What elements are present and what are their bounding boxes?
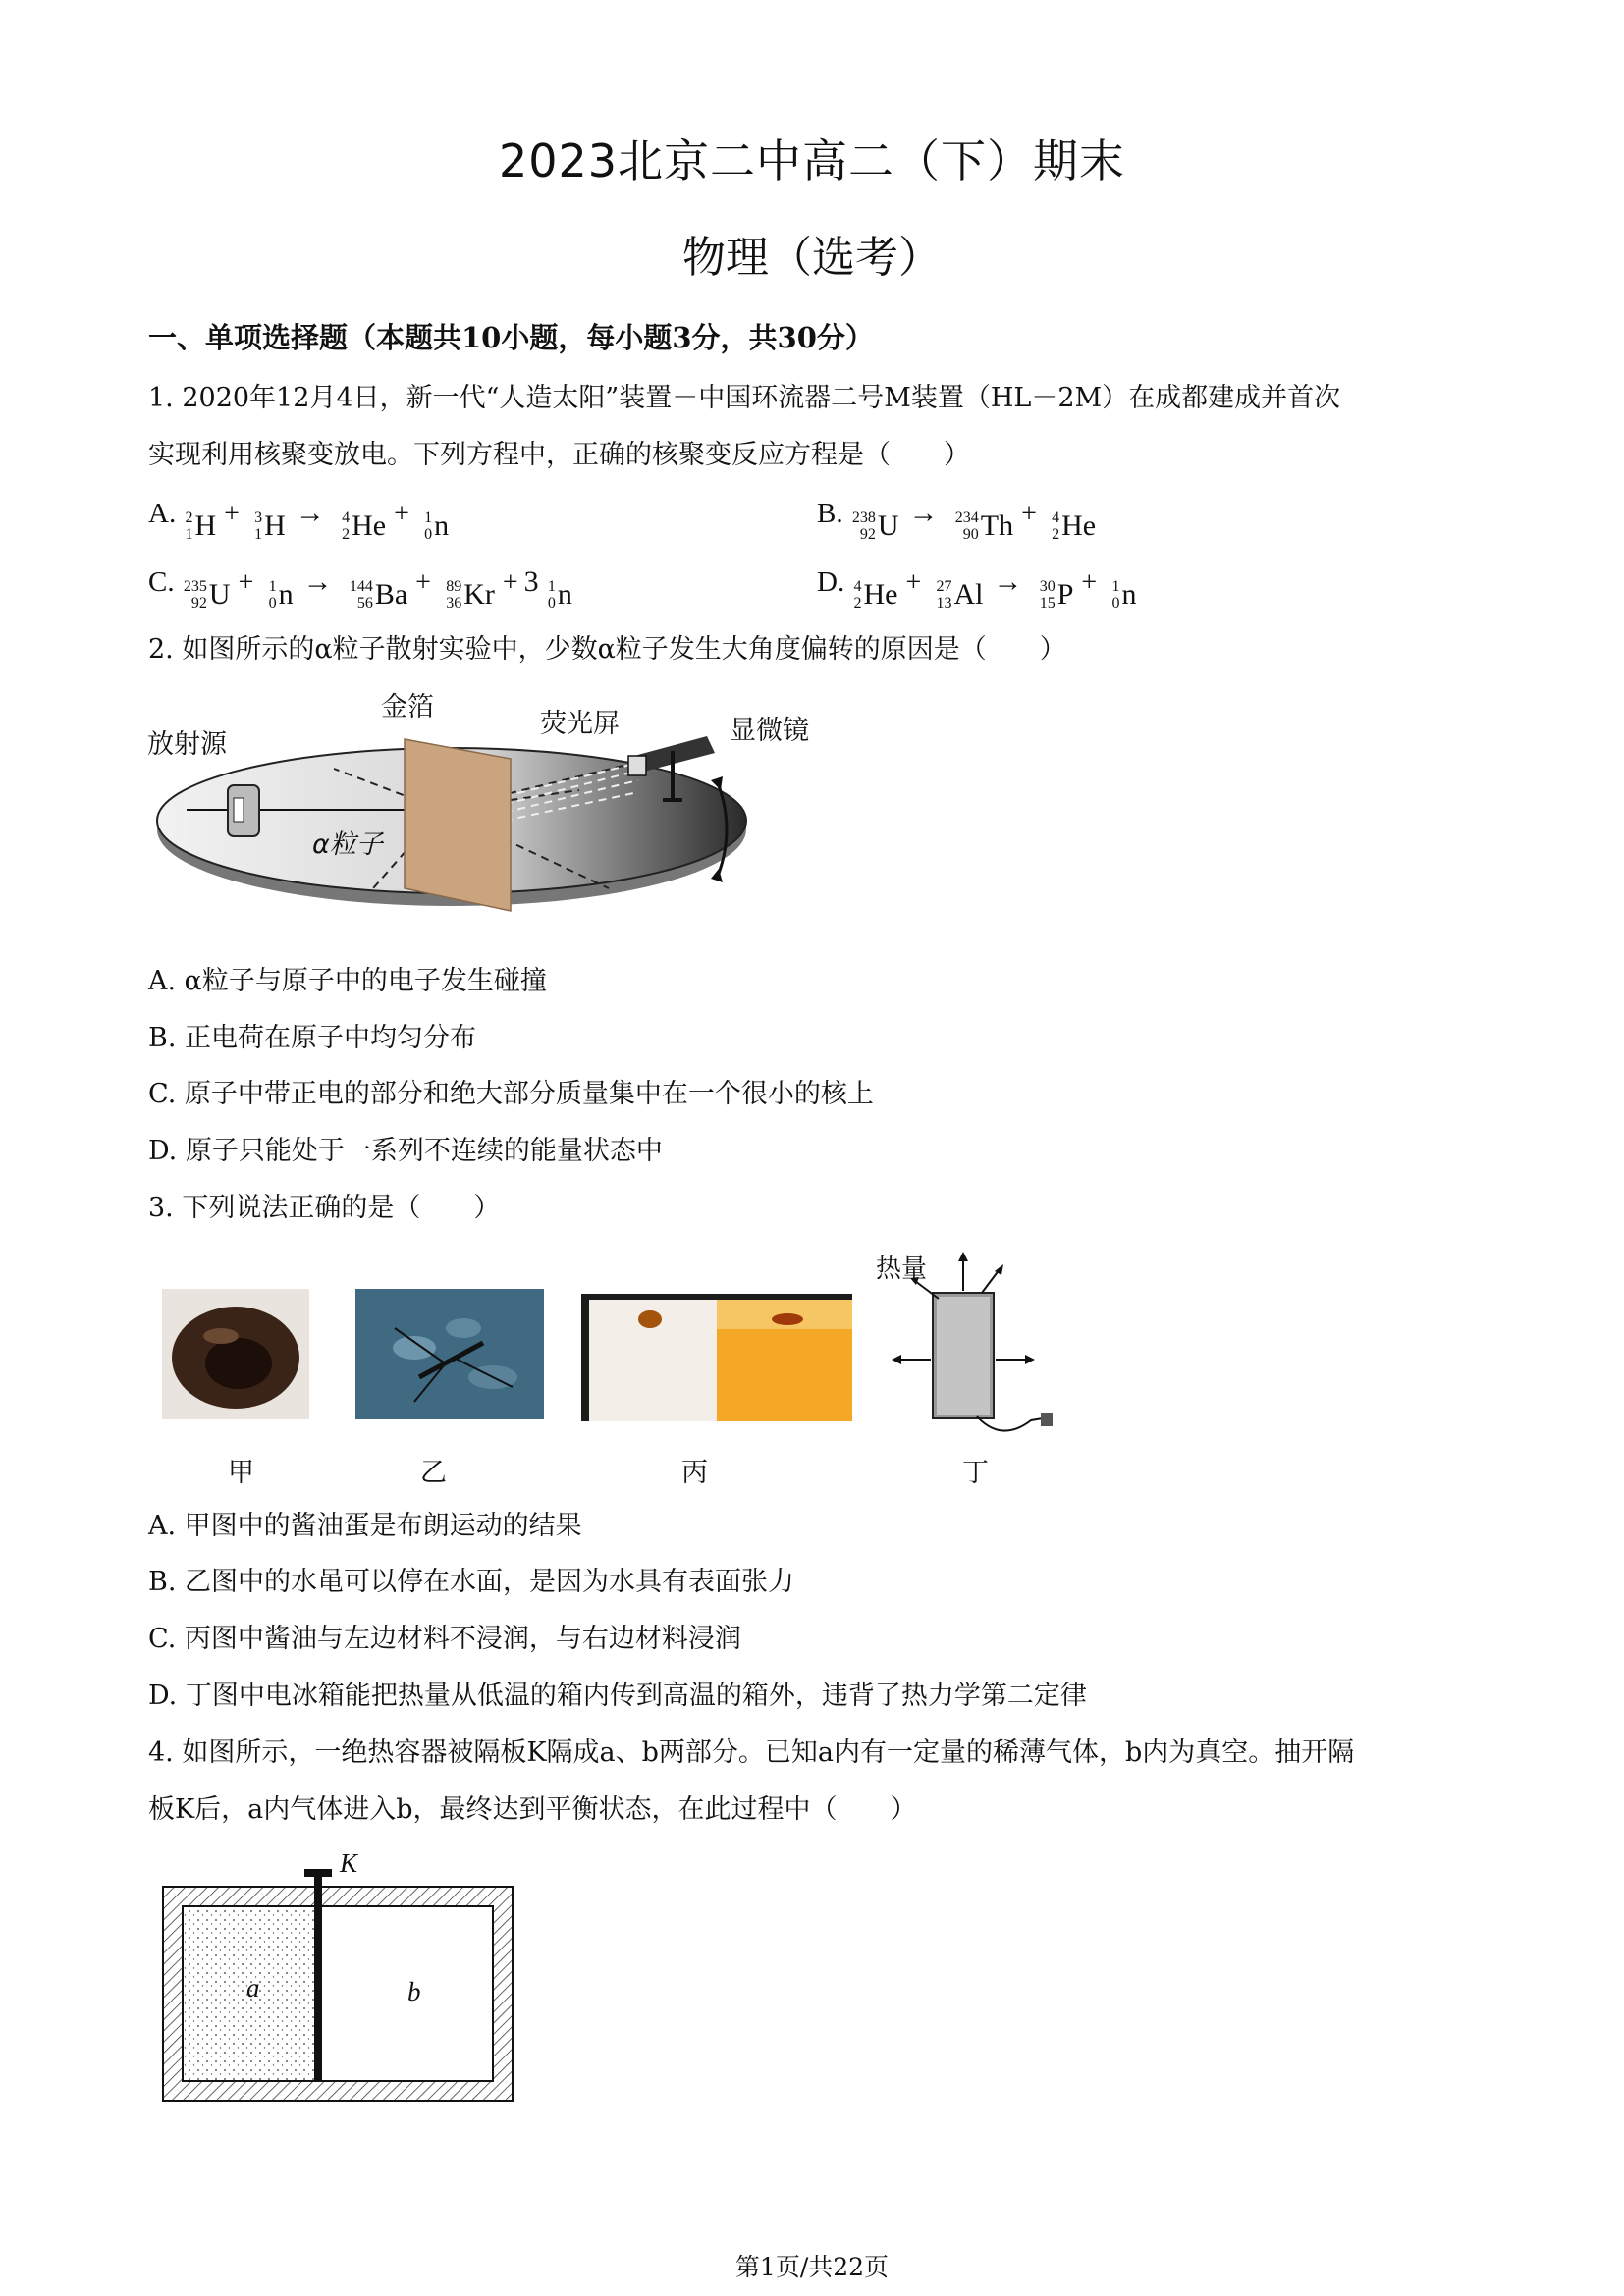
q3-option-a: A. 甲图中的酱油蛋是布朗运动的结果 xyxy=(148,1511,582,1541)
page-footer: 第1页/共22页 xyxy=(734,2253,890,2281)
caption-yi: 乙 xyxy=(420,1458,447,1488)
caption-jia: 甲 xyxy=(228,1458,254,1488)
photo-soy-drops xyxy=(581,1294,852,1421)
photo-water-strider xyxy=(355,1289,544,1419)
label-screen: 荧光屏 xyxy=(540,709,620,739)
label-a: a xyxy=(246,1973,260,2002)
q4-stem-line1: 4. 如图所示，一绝热容器被隔板K隔成a、b两部分。已知a内有一定量的稀薄气体，b内为真空。抽开隔 xyxy=(148,1737,1355,1768)
q1-option-d: D. 4 2 He + 27 13 Al → 30 15 P + 1 0 n xyxy=(817,565,1137,612)
q3-option-b: B. 乙图中的水黾可以停在水面，是因为水具有表面张力 xyxy=(148,1567,795,1597)
q1-stem-line2: 实现利用核聚变放电。下列方程中，正确的核聚变反应方程是（ ） xyxy=(148,440,970,470)
q1-stem-line1: 1. 2020年12月4日，新一代“人造太阳”装置－中国环流器二号M装置（HL－2M）在成都建成并首次 xyxy=(148,383,1341,413)
photo-soy-egg xyxy=(162,1289,309,1419)
q4-stem-line2: 板K后，a内气体进入b，最终达到平衡状态，在此过程中（ ） xyxy=(148,1794,917,1825)
label-microscope: 显微镜 xyxy=(730,716,809,746)
alpha-scattering-figure xyxy=(147,682,756,923)
page-subtitle: 物理（选考） xyxy=(682,233,942,283)
option-label: C. xyxy=(148,566,175,598)
q2-option-c: C. 原子中带正电的部分和绝大部分质量集中在一个很小的核上 xyxy=(148,1079,874,1109)
insulated-container-figure xyxy=(161,1855,516,2103)
q3-option-d: D. 丁图中电冰箱能把热量从低温的箱内传到高温的箱外，违背了热力学第二定律 xyxy=(148,1681,1087,1711)
label-b: b xyxy=(407,1977,421,2006)
q3-option-c: C. 丙图中酱油与左边材料不浸润，与右边材料浸润 xyxy=(148,1624,741,1654)
label-alpha: α粒子 xyxy=(312,829,383,860)
caption-bing: 丙 xyxy=(681,1458,708,1488)
q1-option-c: C. 235 92 U + 1 0 n → 144 56 Ba + 89 36 Kr + 3 1 0 n xyxy=(148,565,572,612)
label-heat: 热量 xyxy=(876,1255,928,1284)
option-label: B. xyxy=(817,498,843,529)
label-foil: 金箔 xyxy=(381,692,434,722)
label-source: 放射源 xyxy=(147,729,227,760)
section-heading: 一、单项选择题（本题共10小题，每小题3分，共30分） xyxy=(148,321,874,354)
gold-foil xyxy=(405,739,511,911)
q2-option-d: D. 原子只能处于一系列不连续的能量状态中 xyxy=(148,1136,663,1166)
q2-option-a: A. α粒子与原子中的电子发生碰撞 xyxy=(148,966,547,996)
option-label: A. xyxy=(148,498,177,529)
option-label: D. xyxy=(817,566,845,598)
q2-stem: 2. 如图所示的α粒子散射实验中，少数α粒子发生大角度偏转的原因是（ ） xyxy=(148,634,1066,665)
caption-ding: 丁 xyxy=(962,1458,989,1488)
q1-option-a: A. 2 1 H + 3 1 H → 4 2 He + 1 0 n xyxy=(148,497,450,543)
label-k: K xyxy=(340,1848,358,1878)
partition-k xyxy=(314,1873,322,2081)
q2-option-b: B. 正电荷在原子中均匀分布 xyxy=(148,1023,477,1053)
q1-option-b: B. 238 92 U → 234 90 Th + 4 2 He xyxy=(817,497,1097,543)
q3-stem: 3. 下列说法正确的是（ ） xyxy=(148,1193,501,1223)
page-title: 2023北京二中高二（下）期末 xyxy=(498,134,1126,187)
